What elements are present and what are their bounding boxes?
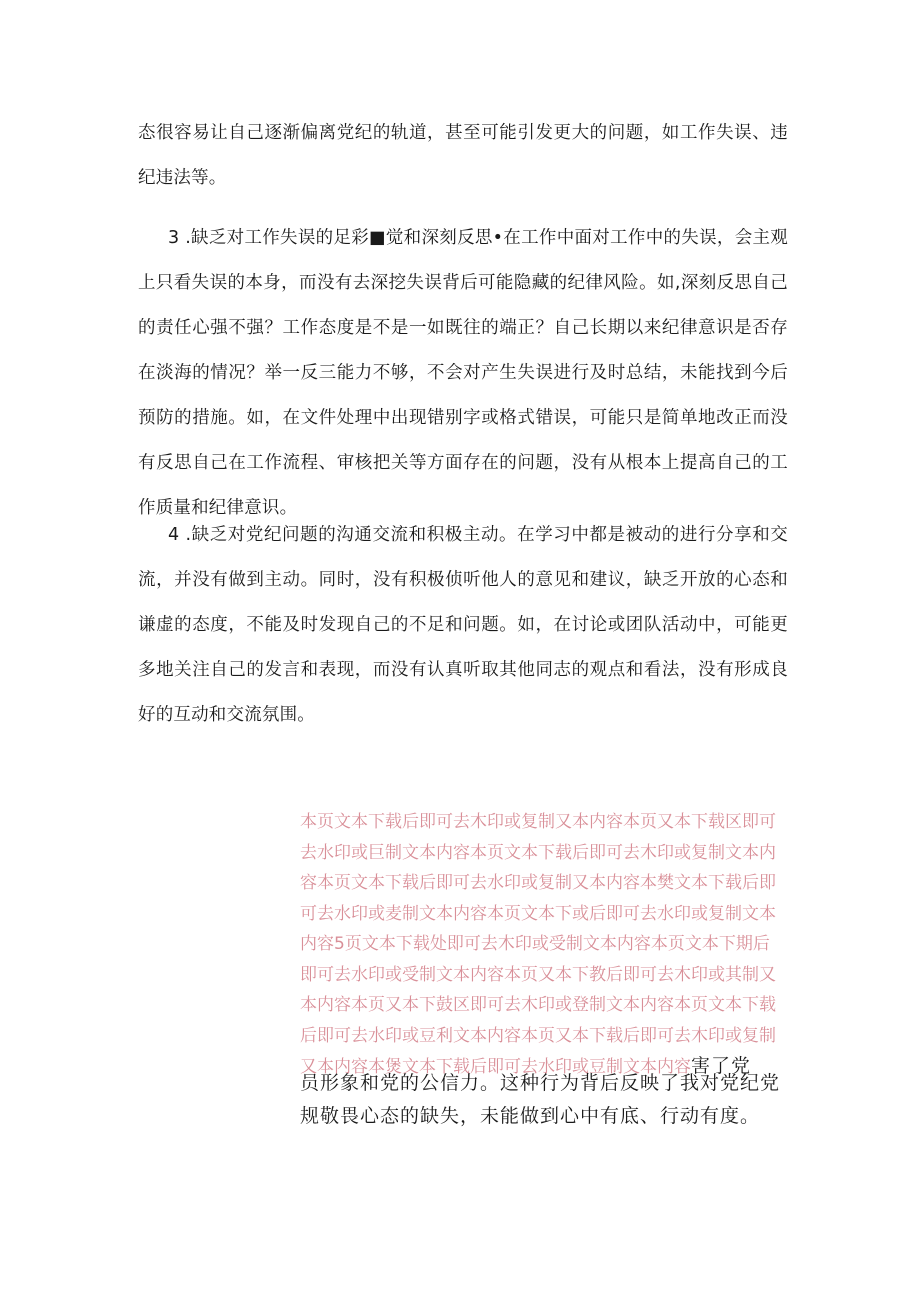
- tail-text: 员形象和党的公信力。这种行为背后反映了我对党纪党规敬畏心态的缺失，未能做到心中有底、行动有度。: [300, 1072, 781, 1127]
- paragraph-point-3: 3 .缺乏对工作失误的足彩■觉和深刻反思•在工作中面对工作中的失误，会主观上只看失误的本身，而没有去深挖失误背后可能隐藏的纪律风险。如,深刻反思自己的责任心强不强？工作态度是不是一如既往的端正？自己长期以来纪律意识是否存在淡海的情况？举一反三能力不够，不会对产生失误进行及时总结，未能找到今后预防的措施。如，在文件处理中出现错别字或格式错误，可能只是简单地改正而没有反思自己在工作流程、审核把关等方面存在的问题，没有从根本上提高自己的工作质量和纪律意识。: [138, 228, 788, 518]
- watermark-text-block: [300, 807, 785, 1083]
- tail-text-inline: 害了党: [691, 1055, 752, 1077]
- watermark-text: 本页文本下载后即可去木印或复制又本内容本页又本下载区即可去水印或巨制文本内容本页文本下载后即可去木印或复制文本内容本页文本下载后即可去水印或复制又本内容本樊文本下载后即可去水印或麦制文本内容本页文本下或后即可去水印或复制文本内容5页文本下载处即可去木印或受制文本内容本页文本下期后即可去水印或受制文本内容本页又本下教后即可去木印或其制又本内容本页又本下鼓区即可去木印或登制文本内容本页文本下载后即可去水印或豆利文本内容本页又本下载后即可去木印或复制又本内容本煲文本下载后即可去水印或豆制文本内容: [300, 812, 776, 1077]
- paragraph-continuation: 态很容易让自己逐渐偏离党纪的轨道，甚至可能引发更大的问题，如工作失误、违纪违法等。: [138, 123, 788, 188]
- paragraph-point-4: 4 .缺乏对党纪问题的沟通交流和积极主动。在学习中都是被动的进行分享和交流，并没有做到主动。同时，没有积极侦听他人的意见和建议，缺乏开放的心态和谦虚的态度，不能及时发现自己的不足和问题。如，在讨论或团队活动中，可能更多地关注自己的发言和表现，而没有认真听取其他同志的观点和看法，没有形成良好的互动和交流氛围。: [138, 525, 788, 725]
